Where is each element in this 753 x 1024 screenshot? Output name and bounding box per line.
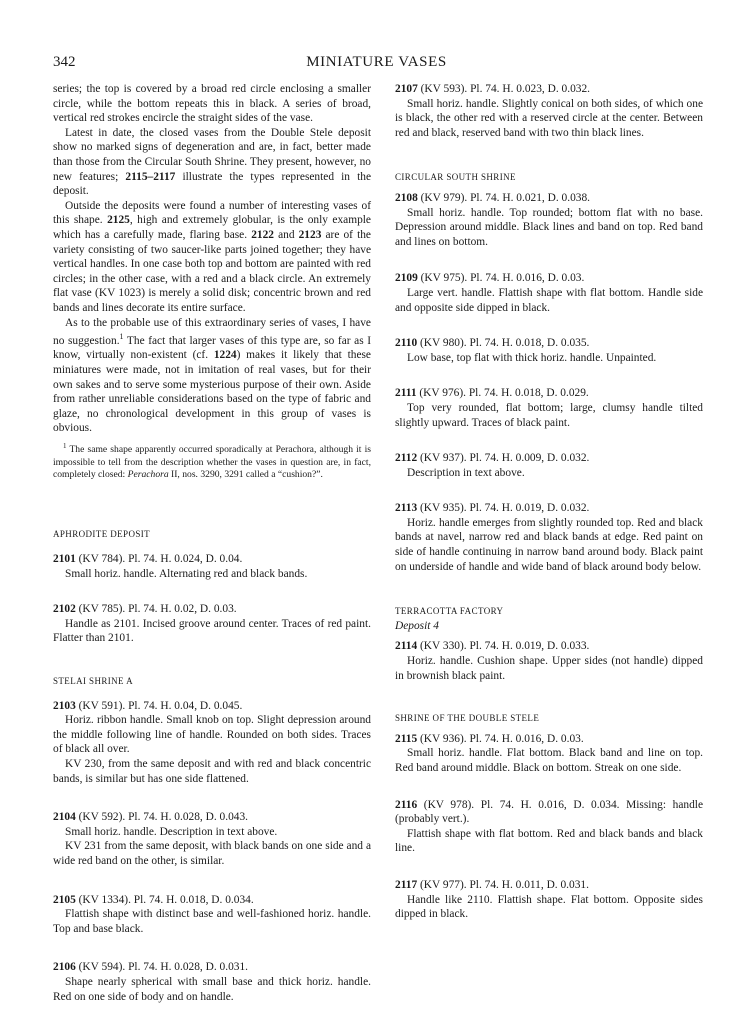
footnote: $^1$ The same shape apparently occurred sporadically at Perachora, although it is impossible to tell from the description whether the vases in question are, in fact, completely closed: Perachora II, nos. 3290, 3291 called a “cushion?”. [53,442,371,481]
right-column [395,82,703,922]
section-heading: STELAI SHRINE A [53,676,133,687]
catalogue-entry: 2109 (KV 975). Pl. 74. H. 0.016, D. 0.03. Large vert. handle. Flattish shape with flat bottom. Handle side and opposite side dipped in black. [395,272,703,314]
catalogue-entry: 2108 (KV 979). Pl. 74. H. 0.021, D. 0.038. Small horiz. handle. Top rounded; bottom flat with no base. Depression around middle. Black lines and band on top. Red band and lines on bottom. [395,191,703,248]
intro-paragraph-4: As to the probable use of this extraordinary series of vases, I have no suggestion.$^1$ The fact that larger vases of this type are, so far as I know, virtually non-existent (cf. 1224) makes it likely that these miniatures were made, not in imitation of real vases, but for their own sakes and to serve some mysterious purpose of their own. Aside from rather unreliable considerations based on the type of fabric and glaze, no chronological development in this group of vases is obvious. [53,316,371,435]
catalogue-entry: 2114 (KV 330). Pl. 74. H. 0.019, D. 0.033. Horiz. handle. Cushion shape. Upper sides (not handle) dipped in brownish black paint. [395,640,703,682]
catalogue-entry: 2116 (KV 978). Pl. 74. H. 0.016, D. 0.034. Missing: handle (probably vert.). Flattish shape with flat bottom. Red and black bands and black line. [395,798,703,855]
section-heading: APHRODITE DEPOSIT [53,529,151,540]
section-heading: CIRCULAR SOUTH SHRINE [395,172,516,183]
section-subheading: Deposit 4 [395,619,439,632]
catalogue-entry: 2111 (KV 976). Pl. 74. H. 0.018, D. 0.029. Top very rounded, flat bottom; large, clumsy handle tilted slightly upward. Traces of black paint. [395,387,703,429]
catalogue-entry: 2105 (KV 1334). Pl. 74. H. 0.018, D. 0.034. Flattish shape with distinct base and well-fashioned horiz. handle. Top and base black. [53,893,371,935]
section-terracotta-factory [395,604,703,683]
catalogue-entry: 2102 (KV 785). Pl. 74. H. 0.02, D. 0.03. Handle as 2101. Incised groove around center. Traces of red paint. Flatter than 2101. [53,603,371,645]
running-title: MINIATURE VASES [306,54,447,70]
section-shrine-double-stele [395,711,703,922]
catalogue-entry: 2110 (KV 980). Pl. 74. H. 0.018, D. 0.035. Low base, top flat with thick horiz. handle. Unpainted. [395,337,657,364]
catalogue-entry: 2115 (KV 936). Pl. 74. H. 0.016, D. 0.03. Small horiz. handle. Flat bottom. Black band and line on top. Red band around middle. Black on bottom. Streak on one side. [395,732,703,774]
intro-paragraph-2: Latest in date, the closed vases from the Double Stele deposit show no marked signs of degeneration and are, in fact, better made than those from the Circular South Shrine. They present, however, no new features; 2115–2117 illustrate the types represented in the deposit. [53,126,371,198]
catalogue-entry: 2103 (KV 591). Pl. 74. H. 0.04, D. 0.045. Horiz. ribbon handle. Small knob on top. Slight depression around the middle following line of handle. Rounded on both sides. Traces of black all over. KV 230, from the same deposit and with red and black concentric bands, is similar but has one side flattened. [53,699,371,785]
page-number: 342 [53,54,76,70]
section-heading: SHRINE OF THE DOUBLE STELE [395,713,540,724]
catalogue-entry: 2106 (KV 594). Pl. 74. H. 0.028, D. 0.031. Shape nearly spherical with small base and thick horiz. handle. Red on one side of body and on handle. [53,961,371,1003]
intro-paragraph-1: series; the top is covered by a broad red circle enclosing a smaller circle, while the bottom repeats this in black. A series of broad, vertical red strokes encircle the straight sides of the vase. [53,83,371,125]
catalogue-entry: 2104 (KV 592). Pl. 74. H. 0.028, D. 0.043. Small horiz. handle. Description in text above. KV 231 from the same deposit, with black bands on one side and a wide red band on the other, is similar. [53,811,371,867]
catalogue-entry: 2112 (KV 937). Pl. 74. H. 0.009, D. 0.032. Description in text above. [395,452,590,479]
intro-paragraph-3: Outside the deposits were found a number of interesting vases of this shape. 2125, high and extremely globular, is the only example which has a carefully made, flaring base. 2122 and 2123 are of the variety consisting of two saucer-like parts joined together; they have vertical handles. In one case both top and bottom are painted with red circles; in the other case, with a red and a black circle. An extremely flat vase (KV 1023) is merely a solid disk; concentric brown and red bands and lines decorate its entire surface. [53,199,371,314]
catalogue-entry: 2107 (KV 593). Pl. 74. H. 0.023, D. 0.032. Small horiz. handle. Slightly conical on both sides, of which one is black, the other red with a reserved circle at the center. Between red and black, reserved band with two thin black lines. [395,83,703,139]
section-circular-south-shrine [395,170,703,574]
section-heading: TERRACOTTA FACTORY [395,606,504,617]
footnote-ref[interactable]: 1 [119,332,124,342]
catalogue-entry: 2117 (KV 977). Pl. 74. H. 0.011, D. 0.031. Handle like 2110. Flattish shape. Flat bottom. Opposite sides dipped in black. [395,878,703,921]
catalogue-entry: 2113 (KV 935). Pl. 74. H. 0.019, D. 0.032. Horiz. handle emerges from slightly rounded top. Red and black bands at navel, narrow red and black bands at edge. Red paint on side of handle continuing in narrow band around body. Black paint on underside of handle and wide band of black around body below. [395,502,703,573]
section-aphrodite-deposit [53,527,371,646]
left-column [53,82,371,1004]
section-stelai-shrine-a [53,674,371,1004]
catalogue-entry: 2101 (KV 784). Pl. 74. H. 0.024, D. 0.04. Small horiz. handle. Alternating red and black bands. [53,553,308,580]
